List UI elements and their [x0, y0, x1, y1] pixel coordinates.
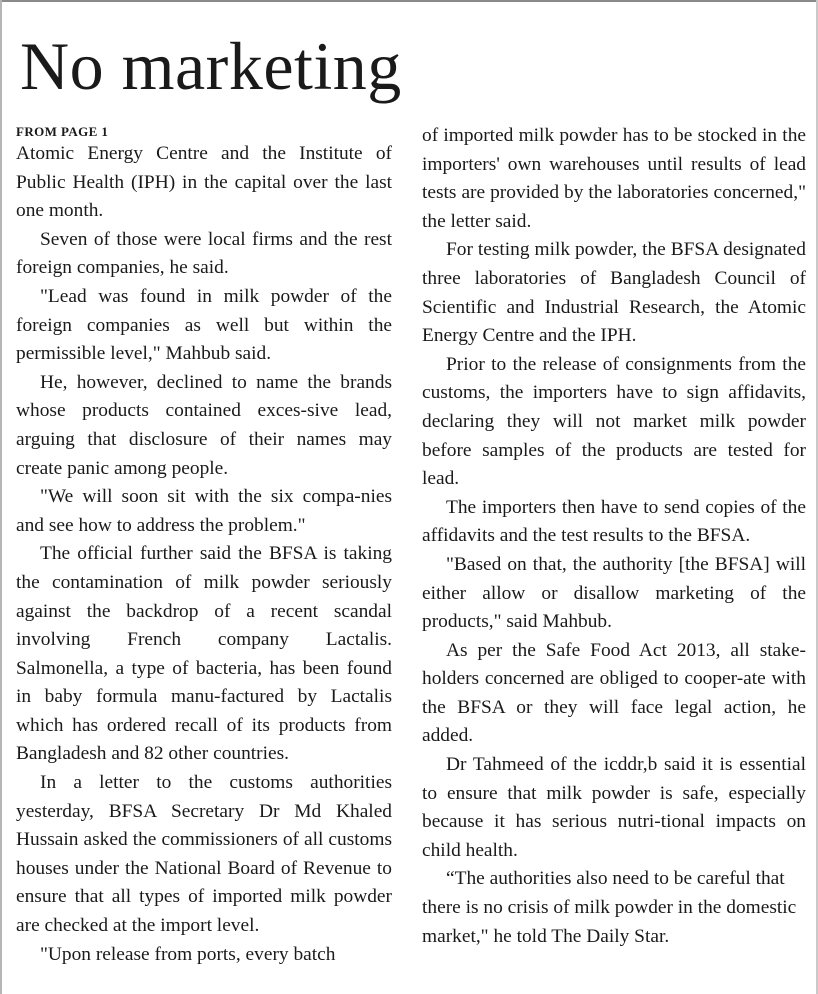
paragraph: For testing milk powder, the BFSA designated three laboratories of Bangladesh Council of Scientific and Industrial Research, the Atomic Energy Centre and the IPH.	[422, 239, 806, 347]
paragraph: In a letter to the customs authorities yesterday, BFSA Secretary Dr Md Khaled Hussain asked the commissioners of all customs houses under the National Board of Revenue to ensure that all types of imported milk powder are checked at the import level.	[16, 772, 392, 937]
top-border	[2, 0, 816, 2]
continuation-kicker: FROM PAGE 1	[16, 124, 109, 139]
paragraph: “The authorities also need to be careful that there is no crisis of milk powder in the domestic market," he told The Daily Star.	[422, 868, 797, 947]
right-column	[422, 122, 806, 951]
paragraph: As per the Safe Food Act 2013, all stake-holders concerned are obliged to cooper-ate with the BFSA or they will face legal action, he added.	[422, 639, 806, 747]
paragraph: The importers then have to send copies of the affidavits and the test results to the BFSA.	[422, 496, 806, 547]
headline: No marketing	[20, 28, 402, 104]
paragraph: "Upon release from ports, every batch	[40, 943, 336, 965]
paragraph: Seven of those were local firms and the rest foreign companies, he said.	[16, 228, 392, 279]
paragraph: of imported milk powder has to be stocked in the importers' own warehouses until results of lead tests are provided by the laboratories concerned," the letter said.	[422, 125, 806, 232]
paragraph: Prior to the release of consignments from the customs, the importers have to sign affidavits, declaring they will not market milk powder before samples of the products are tested for lead.	[422, 353, 806, 490]
paragraph: He, however, declined to name the brands whose products contained exces-sive lead, arguing that disclosure of their names may create panic among people.	[16, 371, 392, 479]
paragraph: "We will soon sit with the six compa-nies and see how to address the problem."	[16, 486, 392, 536]
left-column	[16, 122, 392, 969]
paragraph: "Lead was found in milk powder of the foreign companies as well but within the permissible level," Mahbub said.	[16, 285, 392, 365]
paragraph: Atomic Energy Centre and the Institute of Public Health (IPH) in the capital over the last one month.	[16, 143, 392, 222]
paragraph: "Based on that, the authority [the BFSA] will either allow or disallow marketing of the products," said Mahbub.	[422, 553, 806, 633]
left-border	[0, 0, 2, 994]
paragraph: The official further said the BFSA is taking the contamination of milk powder seriously against the backdrop of a recent scandal involving French company Lactalis. Salmonella, a type of bacteria, has been found in baby formula manu-factured by Lactalis which has ordered recall of its products from Bangladesh and 82 other countries.	[16, 543, 392, 765]
paragraph: Dr Tahmeed of the icddr,b said it is essential to ensure that milk powder is safe, especially because it has serious nutri-tional impacts on child health.	[422, 754, 806, 861]
